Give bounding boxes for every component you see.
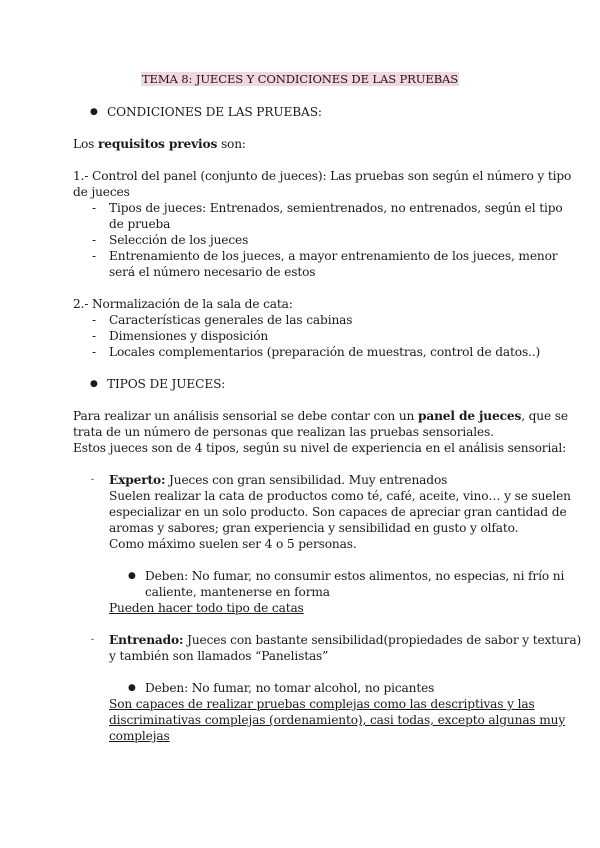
- item2-text: 2.- Normalización de la sala de cata:: [73, 297, 293, 311]
- experto-line: Suelen realizar la cata de productos como té, café, aceite, vino… y se suelen: [109, 489, 571, 503]
- entrenado-title: Entrenado: Jueces con bastante sensibilidad(propiedades de sabor y textura): [109, 633, 582, 647]
- experto-line: Como máximo suelen ser 4 o 5 personas.: [109, 537, 357, 551]
- item1-sub3-cont: será el número necesario de estos: [109, 265, 316, 279]
- experto-line: aromas y sabores; gran experiencia y sensibilidad en gusto y olfato.: [109, 521, 519, 535]
- item2-sub2: Dimensiones y disposición: [109, 329, 269, 343]
- section-heading-condiciones: CONDICIONES DE LAS PRUEBAS:: [107, 105, 322, 119]
- dash-icon: -: [92, 345, 97, 359]
- paragraph-line: Para realizar un análisis sensorial se debe contar con un panel de jueces, que se: [73, 409, 568, 423]
- bullet-icon: ●: [128, 683, 136, 693]
- experto-catas: Pueden hacer todo tipo de catas: [109, 601, 304, 615]
- item1-sub1-cont: de prueba: [109, 217, 171, 231]
- dash-icon: -: [92, 313, 97, 327]
- item1-sub1: Tipos de jueces: Entrenados, semientrenados, no entrenados, según el tipo: [109, 201, 563, 215]
- entrenado-pruebas-cont: complejas: [109, 729, 170, 743]
- experto-deben-cont: caliente, mantenerse en forma: [145, 585, 330, 599]
- item1-text: 1.- Control del panel (conjunto de jueces): Las pruebas son según el número y tipo: [73, 169, 572, 183]
- bullet-icon: ●: [90, 379, 98, 389]
- paragraph-line: Estos jueces son de 4 tipos, según su nivel de experiencia en el análisis sensorial:: [73, 441, 567, 455]
- experto-title: Experto: Jueces con gran sensibilidad. Muy entrenados: [109, 473, 448, 487]
- entrenado-line: y también son llamados “Panelistas”: [109, 649, 329, 663]
- item1-sub3: Entrenamiento de los jueces, a mayor entrenamiento de los jueces, menor: [109, 249, 558, 263]
- entrenado-pruebas-cont: discriminativas complejas (ordenamiento), casi todas, excepto algunas muy: [109, 713, 566, 727]
- paragraph-line: trata de un número de personas que realizan las pruebas sensoriales.: [73, 425, 494, 439]
- item2-sub3: Locales complementarios (preparación de muestras, control de datos..): [109, 345, 541, 359]
- dash-icon: -: [92, 233, 97, 247]
- page-title: TEMA 8: JUECES Y CONDICIONES DE LAS PRUEBAS: [141, 72, 459, 86]
- item1-sub2: Selección de los jueces: [109, 233, 249, 247]
- entrenado-deben: Deben: No fumar, no tomar alcohol, no picantes: [145, 681, 435, 695]
- dash-icon: -: [91, 635, 95, 645]
- dash-icon: -: [92, 201, 97, 215]
- item1-text-cont: de jueces: [73, 185, 130, 199]
- entrenado-pruebas: Son capaces de realizar pruebas complejas como las descriptivas y las: [109, 697, 535, 711]
- dash-icon: -: [91, 475, 95, 485]
- experto-line: especializar en un solo producto. Son capaces de apreciar gran cantidad de: [109, 505, 567, 519]
- bullet-icon: ●: [128, 571, 136, 581]
- section-heading-tipos: TIPOS DE JUECES:: [107, 377, 226, 391]
- item2-sub1: Características generales de las cabinas: [109, 313, 353, 327]
- experto-deben: Deben: No fumar, no consumir estos alimentos, no especias, ni frío ni: [145, 569, 565, 583]
- requisitos-intro: Los requisitos previos son:: [73, 137, 246, 151]
- bullet-icon: ●: [90, 107, 98, 117]
- dash-icon: -: [92, 329, 97, 343]
- dash-icon: -: [92, 249, 97, 263]
